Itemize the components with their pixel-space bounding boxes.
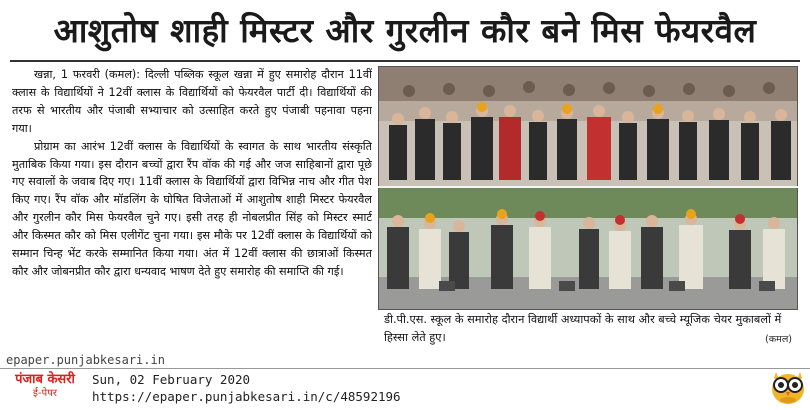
news-photo bbox=[378, 66, 798, 310]
article-paragraph: खन्ना, 1 फरवरी (कमल): दिल्ली पब्लिक स्कूल खन्ना में हुए समारोह दौरान 11वीं क्लास के विद्यार्थियों ने 12वीं क्लास के विद्यार्थियों को फेयरवैल पार्टी दी। विद्यार्थियों की तरफ से भारतीय और पंजाबी सभ्याचार को उत्साहित करते हुए पंजाबी पहनावा पहना गया। bbox=[12, 68, 372, 135]
brand-name: पंजाब केसरी bbox=[15, 372, 75, 387]
owl-mascot-icon bbox=[768, 366, 808, 406]
photo-illustration bbox=[379, 67, 797, 309]
publish-date: Sun, 02 February 2020 bbox=[92, 372, 251, 387]
article-body bbox=[12, 66, 372, 354]
photo-caption bbox=[384, 311, 796, 351]
source-url[interactable]: epaper.punjabkesari.in bbox=[6, 353, 165, 367]
article-paragraph: प्रोग्राम का आरंभ 12वीं क्लास के विद्यार्थियों के स्वागत के साथ भारतीय संस्कृति मुताबिक किया गया। इस दौरान बच्चों द्वारा रैंप वॉक की गई और जज साहिबानों द्वारा पूछे गए सवालों के जवाब दिए गए। 11वीं क्लास के विद्यार्थियों द्वारा विभिन्न नाच और गीत पेश किए गए। रैंप वॉक और मॉडलिंग के घोषित विजेताओं में आशुतोष शाही मिस्टर फेयरवैल और गुरलीन कौर मिस फेयरवैल चुने गए। इसी तरह ही नोबलप्रीत सिंह को मिस्टर स्मार्ट और किस्मत कौर को मिस एलीगेंट चुना गया। इस मौके पर 12वीं क्लास के विद्यार्थियों को सम्मान चिन्ह भेंट करके सम्मानित किया गया। अंत में 12वीं क्लास की छात्राओं किस्मत कौर और जोबनप्रीत कौर द्वारा धन्यवाद भाषण देते हुए समारोह की समाप्ति की गई। bbox=[12, 139, 372, 278]
photo-divider bbox=[378, 186, 798, 188]
headline-rule bbox=[10, 60, 800, 62]
photo-credit: (कमल) bbox=[765, 334, 792, 345]
brand-subtitle: ई-पेपर bbox=[33, 388, 57, 399]
footer-meta bbox=[92, 371, 401, 405]
brand-logo bbox=[8, 372, 82, 404]
headline: आशुतोष शाही मिस्टर और गुरलीन कौर बने मिस फेयरवैल bbox=[53, 11, 757, 50]
article-link[interactable]: https://epaper.punjabkesari.in/c/48592196 bbox=[92, 389, 401, 404]
footer-divider bbox=[0, 368, 810, 369]
caption-text: डी.पी.एस. स्कूल के समारोह दौरान विद्यार्थी अध्यापकों के साथ और बच्चे म्यूजिक चेयर मुकाबलों में हिस्सा लेते हुए। bbox=[384, 313, 782, 344]
